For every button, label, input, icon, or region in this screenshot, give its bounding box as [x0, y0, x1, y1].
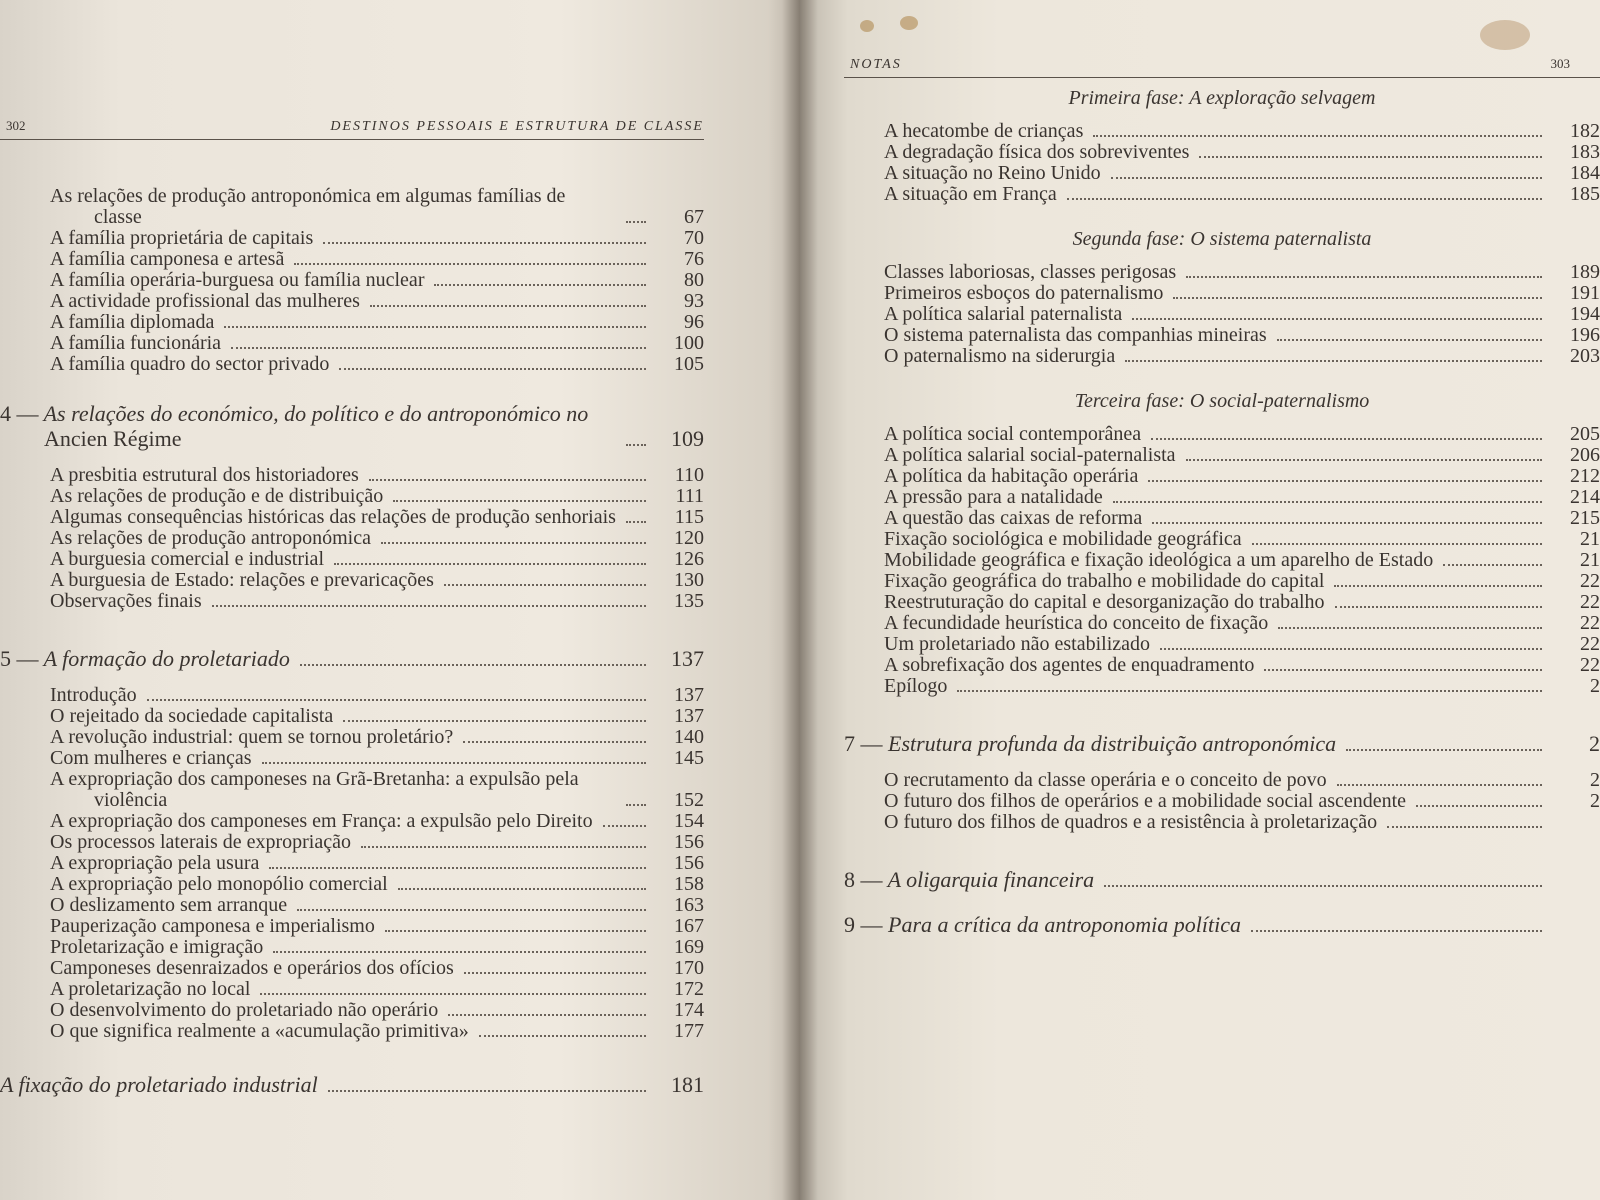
toc-entry	[0, 853, 704, 874]
page-stain	[900, 16, 918, 30]
page-ref: 137	[671, 646, 704, 671]
dot-leader	[1093, 135, 1542, 137]
page-ref: 21	[1580, 549, 1600, 571]
chapter-9	[844, 912, 1600, 937]
toc-entry	[844, 424, 1600, 445]
entry-title: A revolução industrial: quem se tornou proletário?	[50, 726, 454, 748]
toc-entry	[844, 676, 1600, 697]
dot-leader	[1277, 339, 1542, 341]
toc-entry	[0, 528, 704, 549]
dot-leader	[448, 1014, 646, 1016]
left-running-title: DESTINOS PESSOAIS E ESTRUTURA DE CLASSE	[330, 119, 704, 134]
page-ref: 115	[674, 506, 704, 528]
toc-entry	[844, 163, 1600, 184]
chapter-number: 8 —	[844, 867, 883, 892]
dot-leader	[300, 664, 646, 666]
page-ref: 109	[671, 426, 704, 451]
dot-leader	[1416, 805, 1542, 807]
toc-entry	[0, 228, 704, 249]
toc-entry	[844, 283, 1600, 304]
phase-2-title: Segunda fase: O sistema paternalista	[1072, 228, 1372, 250]
toc-entry	[844, 655, 1600, 676]
dot-leader	[147, 699, 646, 701]
page-ref: 167	[674, 915, 704, 937]
page-ref: 156	[674, 831, 704, 853]
dot-leader	[1443, 564, 1542, 566]
chapter-8	[844, 867, 1600, 892]
entry-title: A política salarial paternalista	[884, 303, 1123, 325]
dot-leader	[369, 479, 646, 481]
dot-leader	[626, 804, 646, 806]
page-ref: 172	[674, 978, 704, 1000]
page-ref: 93	[684, 290, 704, 312]
page-ref: 70	[684, 227, 704, 249]
entry-title: Fixação geográfica do trabalho e mobilidade do capital	[884, 570, 1325, 592]
toc-entry	[0, 270, 704, 291]
dot-leader	[381, 542, 646, 544]
entry-title: Um proletariado não estabilizado	[884, 633, 1151, 655]
toc-entry	[0, 895, 704, 916]
toc-entry	[844, 325, 1600, 346]
chapter-title: Para a crítica da antroponomia política	[888, 912, 1241, 937]
toc-entry	[0, 1000, 704, 1021]
page-ref: 137	[674, 705, 704, 727]
phase-3-title: Terceira fase: O social-paternalismo	[1074, 390, 1370, 412]
toc-entry	[0, 1072, 704, 1097]
entry-title: A política da habitação operária	[884, 465, 1139, 487]
toc-entry	[844, 304, 1600, 325]
phase-2-entries	[844, 262, 1600, 367]
left-entries-top	[0, 186, 704, 375]
entry-title: A expropriação pelo monopólio comercial	[50, 873, 388, 895]
dot-leader	[269, 867, 646, 869]
entry-title: A proletarização no local	[50, 978, 251, 1000]
dot-leader	[1278, 627, 1542, 629]
page-ref: 152	[674, 789, 704, 811]
page-ref: 22	[1580, 654, 1600, 676]
toc-entry	[844, 466, 1600, 487]
dot-leader	[273, 951, 646, 953]
toc-entry	[0, 646, 704, 671]
dot-leader	[212, 605, 646, 607]
page-ref: 126	[674, 548, 704, 570]
toc-entry	[0, 333, 704, 354]
entry-title: Pauperização camponesa e imperialismo	[50, 915, 375, 937]
toc-entry	[0, 312, 704, 333]
phase-1-entries	[844, 121, 1600, 205]
page-ref: 76	[684, 248, 704, 270]
entry-title: A questão das caixas de reforma	[884, 507, 1143, 529]
dot-leader	[1148, 480, 1542, 482]
right-page-number: 303	[1550, 56, 1570, 71]
dot-leader	[463, 741, 646, 743]
toc-entry	[0, 832, 704, 853]
chapter-title: A formação do proletariado	[43, 646, 290, 671]
dot-leader	[297, 909, 646, 911]
page-ref: 137	[674, 684, 704, 706]
entry-title: A situação no Reino Unido	[884, 162, 1101, 184]
dot-leader	[626, 521, 646, 523]
page-ref: 158	[674, 873, 704, 895]
page-stain	[1480, 20, 1530, 50]
page-ref: 2	[1590, 675, 1600, 697]
chapter-number: 4 —	[0, 401, 39, 426]
page-ref: 100	[674, 332, 704, 354]
chapter-title-upright: Ancien Régime	[44, 426, 182, 451]
dot-leader	[262, 762, 646, 764]
entry-title: Mobilidade geográfica e fixação ideológica a um aparelho de Estado	[884, 549, 1434, 571]
page-ref: 177	[674, 1020, 704, 1042]
dot-leader	[328, 1090, 646, 1092]
page-ref: 196	[1570, 324, 1600, 346]
toc-entry	[0, 979, 704, 1000]
chapter-6	[0, 1072, 704, 1097]
toc-entry	[844, 867, 1600, 892]
toc-entry	[0, 937, 704, 958]
left-toc	[0, 186, 704, 1097]
dot-leader	[323, 242, 646, 244]
entry-title: O futuro dos filhos de quadros e a resistência à proletarização	[884, 811, 1378, 833]
chapter-5	[0, 646, 704, 671]
entry-title: Os processos laterais de expropriação	[50, 831, 351, 853]
chapter-4	[0, 401, 704, 451]
dot-leader	[1186, 459, 1542, 461]
toc-entry	[0, 249, 704, 270]
dot-leader	[603, 825, 646, 827]
toc-entry	[0, 291, 704, 312]
entry-title: Classes laboriosas, classes perigosas	[884, 261, 1177, 283]
toc-entry	[0, 354, 704, 375]
dot-leader	[398, 888, 646, 890]
toc-entry	[0, 549, 704, 570]
page-ref: 206	[1570, 444, 1600, 466]
dot-leader	[626, 444, 646, 446]
page-ref: 22	[1580, 591, 1600, 613]
dot-leader	[1125, 360, 1542, 362]
entry-title: O paternalismo na siderurgia	[884, 345, 1116, 367]
entry-title: O sistema paternalista das companhias mineiras	[884, 324, 1267, 346]
chapter-title: As relações do económico, do político e do antroponómico no	[43, 401, 589, 426]
dot-leader	[1067, 198, 1542, 200]
toc-entry	[0, 916, 704, 937]
toc-entry	[0, 685, 704, 706]
right-running-head	[844, 56, 1600, 78]
entry-title: A família diplomada	[50, 311, 215, 333]
toc-entry	[844, 529, 1600, 550]
page-ref: 130	[674, 569, 704, 591]
entry-title: O desenvolvimento do proletariado não operário	[50, 999, 439, 1021]
dot-leader	[361, 846, 646, 848]
chapter-number: 9 —	[844, 912, 883, 937]
dot-leader	[1199, 156, 1542, 158]
phase-3-entries	[844, 424, 1600, 697]
page-ref: 145	[674, 747, 704, 769]
entry-title: A família quadro do sector privado	[50, 353, 330, 375]
entry-title: A política salarial social-paternalista	[884, 444, 1176, 466]
toc-entry	[844, 262, 1600, 283]
page-ref: 185	[1570, 183, 1600, 205]
chapter-7-entries	[844, 770, 1600, 833]
left-running-head	[0, 118, 704, 140]
entry-title: Algumas consequências históricas das relações de produção senhoriais	[50, 506, 616, 528]
dot-leader	[1173, 297, 1542, 299]
chapter-number: 5 —	[0, 646, 39, 671]
page-ref: 170	[674, 957, 704, 979]
chapter-title: A fixação do proletariado industrial	[0, 1072, 318, 1097]
phase-1-title: Primeira fase: A exploração selvagem	[1068, 87, 1376, 109]
entry-title: As relações de produção e de distribuição	[50, 485, 384, 507]
toc-entry	[844, 346, 1600, 367]
dot-leader	[393, 500, 646, 502]
toc-entry	[844, 770, 1600, 791]
dot-leader	[294, 263, 646, 265]
toc-entry	[0, 958, 704, 979]
chapter-title: A oligarquia financeira	[887, 867, 1095, 892]
page-ref: 110	[674, 464, 704, 486]
dot-leader	[343, 720, 646, 722]
toc-entry	[0, 591, 704, 612]
entry-title: A degradação física dos sobreviventes	[884, 141, 1190, 163]
page-ref: 22	[1580, 633, 1600, 655]
page-ref: 111	[675, 485, 704, 507]
dot-leader	[1346, 749, 1542, 751]
dot-leader	[260, 993, 646, 995]
entry-title: Epílogo	[884, 675, 948, 697]
dot-leader	[339, 368, 646, 370]
right-toc	[844, 88, 1600, 937]
page-ref: 194	[1570, 303, 1600, 325]
chapter-4-entries	[0, 465, 704, 612]
entry-title: Primeiros esboços do paternalismo	[884, 282, 1164, 304]
page-ref: 205	[1570, 423, 1600, 445]
entry-title: A expropriação dos camponeses em França: a expulsão pelo Direito	[50, 810, 593, 832]
entry-title: O futuro dos filhos de operários e a mobilidade social ascendente	[884, 790, 1407, 812]
entry-title: A política social contemporânea	[884, 423, 1142, 445]
dot-leader	[1132, 318, 1542, 320]
page-ref: 96	[684, 311, 704, 333]
entry-title: A família proprietária de capitais	[50, 227, 314, 249]
page-ref: 212	[1570, 465, 1600, 487]
page-ref: 105	[674, 353, 704, 375]
entry-title: O rejeitado da sociedade capitalista	[50, 705, 334, 727]
toc-entry	[844, 571, 1600, 592]
toc-entry	[844, 731, 1600, 756]
page-ref: 156	[674, 852, 704, 874]
right-running-title: NOTAS	[850, 57, 902, 72]
dot-leader	[334, 563, 646, 565]
page-ref: 120	[674, 527, 704, 549]
dot-leader	[1152, 522, 1542, 524]
entry-title: As relações de produção antroponómica em algumas famílias de classe	[50, 185, 566, 228]
page-ref: 2	[1590, 790, 1600, 812]
page-ref: 135	[674, 590, 704, 612]
chapter-5-entries	[0, 685, 704, 1042]
toc-entry	[0, 727, 704, 748]
entry-title: A expropriação dos camponeses na Grã-Bretanha: a expulsão pela violência	[50, 768, 579, 811]
entry-title: As relações de produção antroponómica	[50, 527, 371, 549]
page-ref: 189	[1570, 261, 1600, 283]
dot-leader	[1252, 543, 1542, 545]
toc-entry	[0, 748, 704, 769]
toc-entry	[844, 592, 1600, 613]
entry-title: A família funcionária	[50, 332, 222, 354]
toc-entry	[844, 184, 1600, 205]
page-ref: 80	[684, 269, 704, 291]
toc-entry	[844, 142, 1600, 163]
entry-title: A burguesia comercial e industrial	[50, 548, 324, 570]
dot-leader	[626, 221, 646, 223]
entry-title: Proletarização e imigração	[50, 936, 264, 958]
page-ref: 140	[674, 726, 704, 748]
dot-leader	[231, 347, 646, 349]
entry-title: O que significa realmente a «acumulação primitiva»	[50, 1020, 469, 1042]
page-ref: 22	[1580, 570, 1600, 592]
toc-entry	[844, 912, 1600, 937]
toc-entry	[844, 812, 1600, 833]
toc-entry	[844, 550, 1600, 571]
toc-entry	[0, 401, 704, 451]
entry-title: A sobrefixação dos agentes de enquadramento	[884, 654, 1255, 676]
toc-entry	[844, 791, 1600, 812]
toc-entry	[0, 1021, 704, 1042]
page-ref: 2	[1590, 769, 1600, 791]
page-ref: 183	[1570, 141, 1600, 163]
dot-leader	[479, 1035, 646, 1037]
entry-title: A actividade profissional das mulheres	[50, 290, 360, 312]
page-ref: 215	[1570, 507, 1600, 529]
page-ref: 22	[1580, 612, 1600, 634]
dot-leader	[370, 305, 646, 307]
toc-entry	[0, 186, 704, 228]
page-ref: 184	[1570, 162, 1600, 184]
dot-leader	[1264, 669, 1542, 671]
toc-entry	[844, 613, 1600, 634]
page-stain	[860, 20, 874, 32]
entry-title: A hecatombe de crianças	[884, 120, 1084, 142]
dot-leader	[1104, 885, 1542, 887]
dot-leader	[464, 972, 646, 974]
dot-leader	[444, 584, 646, 586]
entry-title: A família camponesa e artesã	[50, 248, 285, 270]
entry-title: Com mulheres e crianças	[50, 747, 252, 769]
entry-title: A burguesia de Estado: relações e prevaricações	[50, 569, 434, 591]
left-page-number: 302	[6, 118, 26, 133]
page-ref: 214	[1570, 486, 1600, 508]
entry-title: Camponeses desenraizados e operários dos ofícios	[50, 957, 454, 979]
dot-leader	[1151, 438, 1542, 440]
dot-leader	[1387, 826, 1542, 828]
right-page	[800, 0, 1600, 1200]
page-ref: 182	[1570, 120, 1600, 142]
toc-entry	[0, 507, 704, 528]
dot-leader	[385, 930, 646, 932]
entry-title: A situação em França	[884, 183, 1057, 205]
page-ref: 67	[684, 206, 704, 228]
page-ref: 174	[674, 999, 704, 1021]
page-ref: 154	[674, 810, 704, 832]
toc-entry	[0, 486, 704, 507]
dot-leader	[1337, 784, 1542, 786]
entry-title: Reestruturação do capital e desorganização do trabalho	[884, 591, 1325, 613]
toc-entry	[0, 874, 704, 895]
dot-leader	[1113, 501, 1542, 503]
entry-title: Introdução	[50, 684, 137, 706]
entry-title: A pressão para a natalidade	[884, 486, 1103, 508]
page-ref: 191	[1570, 282, 1600, 304]
entry-title: A presbitia estrutural dos historiadores	[50, 464, 359, 486]
entry-title: A família operária-burguesa ou família nuclear	[50, 269, 425, 291]
dot-leader	[1111, 177, 1542, 179]
entry-title: O deslizamento sem arranque	[50, 894, 288, 916]
dot-leader	[224, 326, 646, 328]
toc-entry	[0, 570, 704, 591]
toc-entry	[844, 634, 1600, 655]
dot-leader	[434, 284, 646, 286]
dot-leader	[957, 690, 1542, 692]
page-ref: 181	[671, 1072, 704, 1097]
dot-leader	[1186, 276, 1542, 278]
toc-entry	[844, 121, 1600, 142]
toc-entry	[844, 508, 1600, 529]
toc-entry	[844, 445, 1600, 466]
page-ref: 21	[1580, 528, 1600, 550]
toc-entry	[0, 811, 704, 832]
toc-entry	[0, 465, 704, 486]
chapter-7	[844, 731, 1600, 756]
dot-leader	[1335, 606, 1542, 608]
entry-title: Observações finais	[50, 590, 202, 612]
toc-entry	[0, 706, 704, 727]
entry-title: A expropriação pela usura	[50, 852, 260, 874]
entry-title: Fixação sociológica e mobilidade geográfica	[884, 528, 1242, 550]
page-ref: 163	[674, 894, 704, 916]
dot-leader	[1334, 585, 1542, 587]
page-ref: 203	[1570, 345, 1600, 367]
dot-leader	[1251, 930, 1542, 932]
page-ref: 169	[674, 936, 704, 958]
chapter-number: 7 —	[844, 731, 883, 756]
toc-entry	[844, 487, 1600, 508]
entry-title: O recrutamento da classe operária e o conceito de povo	[884, 769, 1327, 791]
page-ref: 2	[1589, 731, 1600, 756]
dot-leader	[1160, 648, 1542, 650]
entry-title: A fecundidade heurística do conceito de fixação	[884, 612, 1269, 634]
chapter-title: Estrutura profunda da distribuição antroponómica	[888, 731, 1337, 756]
toc-entry	[0, 769, 704, 811]
